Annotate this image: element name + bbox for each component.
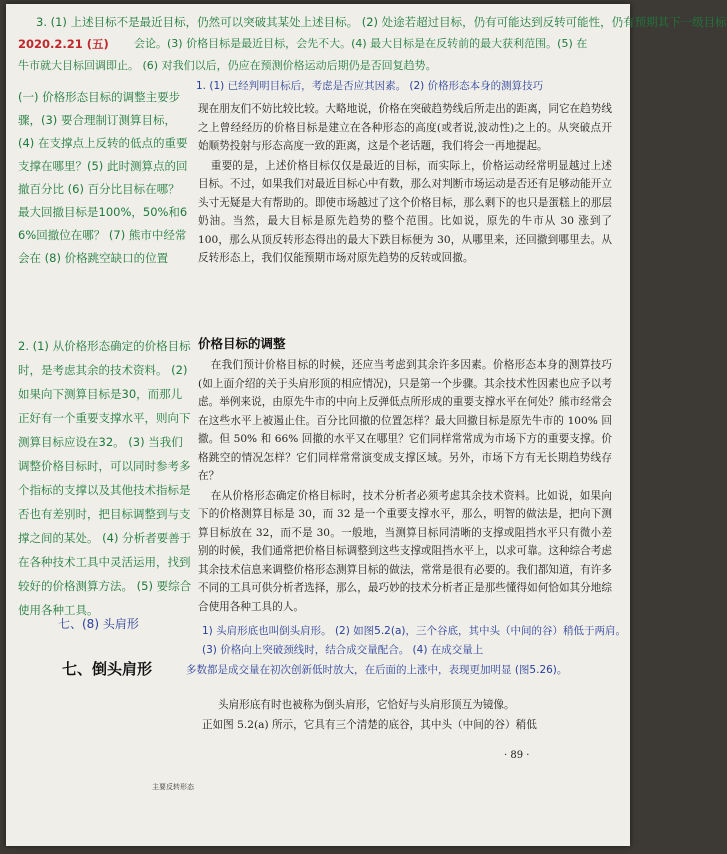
notebook-page <box>6 4 727 846</box>
paragraph-5-line-2: 正如图 5.2(a) 所示，它具有三个清楚的底谷，其中头（中间的谷）稍低 <box>202 719 537 731</box>
note-bottom-1: 1) 头肩形底也叫倒头肩形。 (2) 如图5.2(a)，三个谷底，其中头（中间的谷）稍低于两肩。 (3) 价格向上突破颈线时，结合成交量配合。 (4) 在成交量上 <box>202 625 626 656</box>
paragraph-1: 现在朋友们不妨比较比较。大略地说，价格在突破趋势线后所走出的距离，同它在趋势线之上曾经经历的价格目标是建立在各种形态的高度(或者说,波动性)之上的。从突破点开始顺势投射与形态高度一致的距离，这是个老话题，我们将会一再地提起。 <box>198 103 612 152</box>
note-date: 2020.2.21 (五) <box>18 37 109 51</box>
note-bottom-2: 多数都是成交量在初次创新低时放大，在后面的上涨中，表现更加明显 (图5.26)。 <box>186 664 568 676</box>
printed-column-middle <box>198 356 612 617</box>
note-top-line1: 3. (1) 上述目标不是最近目标，仍然可以突破其某处上述目标。 (2) 处途若超过目标，仍有可能达到反转可能性，仍有预期其下一级目标 <box>36 15 727 29</box>
note-section-7-small: 七、(8) 头肩形 <box>58 617 139 631</box>
note-top-line3: 牛市就大目标回调即止。 (6) 对我们以后，仍应在预测价格运动后期仍是否回复趋势。 <box>18 59 437 72</box>
note-right-1: 1. (1) 已经判明目标后，考虑是否应其因素。 (2) 价格形态本身的测算技巧 <box>196 80 544 92</box>
section-heading: 价格目标的调整 <box>198 336 286 351</box>
page-number: · 89 · <box>504 750 530 761</box>
note-left-block-2: 2. (1) 从价格形态确定的价格目标时，是考虑其余的技术资料。 (2) 如果向下测算目标是30，而那儿正好有一个重要支撑水平，则向下测算目标应设在32。 (3) 当我们调整价格目标时，可以同时参考多个指标的支撑以及其他技术指标是否也有差别时，把目标调整到与支撑之间的某处。 (4) 分析者要善于在各种技术工具中灵活运用，找到较好的价格测算方法。 (5) 要综合使用各种工具。 <box>18 339 192 617</box>
note-left-block-1: (一) 价格形态目标的调整主要步骤，(3) 要合理制订测算目标，(4) 在支撑点上反转的低点的重要支撑在哪里？(5) 此时测算点的回撤百分比 (6) 百分比目标在哪？ 最大回撤目标是100%，50%和66%回撤位在哪？ (7) 熊市中经常会在 (8) 价格跳空缺口的位置 <box>18 90 188 265</box>
section-7-title: 七、倒头肩形 <box>62 660 153 678</box>
paragraph-3: 在我们预计价格目标的时候，还应当考虑到其余许多因素。价格形态本身的测算技巧(如上面介绍的关于头肩形顶的相应情况)，只是第一个步骤。其余技术性因素也应予以考虑。举例来说，由原先牛市的中向上反弹低点所形成的重要支撑水平在何处？熊市经常会在这些水平上被遏止住。百分比回撤的位置怎样？最大回撤目标是原先牛市的 100% 回撤。但 50% 和 66% 回撤的水平又在哪里？它们同样常常成为市场下方的重要支撑。价格跳空的情况怎样？它们同样常常演变成支撑区域。另外，市场下方有无长期趋势线存在？ <box>198 359 612 482</box>
note-top-line2: 会论。(3) 价格目标是最近目标，会先不大。(4) 最大目标是在反转前的最大获利范围。(5) 在 <box>134 37 588 50</box>
running-footer: 主要反转形态 <box>152 783 194 791</box>
paragraph-5-line-1: 头肩形底有时也被称为倒头肩形，它恰好与头肩形顶互为镜像。 <box>218 699 515 711</box>
paragraph-2: 重要的是，上述价格目标仅仅是最近的目标，而实际上，价格运动经常明显越过上述目标。不过，如果我们对最近目标心中有数，那么对判断市场运动是否还有足够动能开立头寸无疑是大有帮助的。即使市场越过了这个价格目标，那么剩下的也只是蛋糕上的那层奶油。当然，最大目标是原先趋势的整个范围。比如说，原先的牛市从 30 涨到了 100，那么从顶反转形态得出的最大下跌目标便为 30，从哪里来，还回撤到哪里去。从反转形态上，我们仅能预期市场对原先趋势的反转或回撤。 <box>198 159 612 264</box>
printed-column-bottom <box>202 696 618 736</box>
printed-column-top <box>198 100 612 269</box>
paragraph-4: 在从价格形态确定价格目标时，技术分析者必须考虑其余技术资料。比如说，如果向下的价格测算目标是 30，而 32 是一个重要支撑水平，那么，明智的做法是，把向下测算目标放在 32，而不是 30。一般地，当测算目标同清晰的支撑或阻挡水平只有微小差别的时候，我们通常把价格目标调整到这些支撑或阻挡水平上，以求可靠。这种综合考虑其余技术信息来调整价格形态测算目标的做法，常常是很有必要的。我们都知道，有许多不同的工具可供分析者选择，那么，最巧妙的技术分析者正是那些懂得如何恰如其分地综合使用各种工具的人。 <box>198 489 612 613</box>
